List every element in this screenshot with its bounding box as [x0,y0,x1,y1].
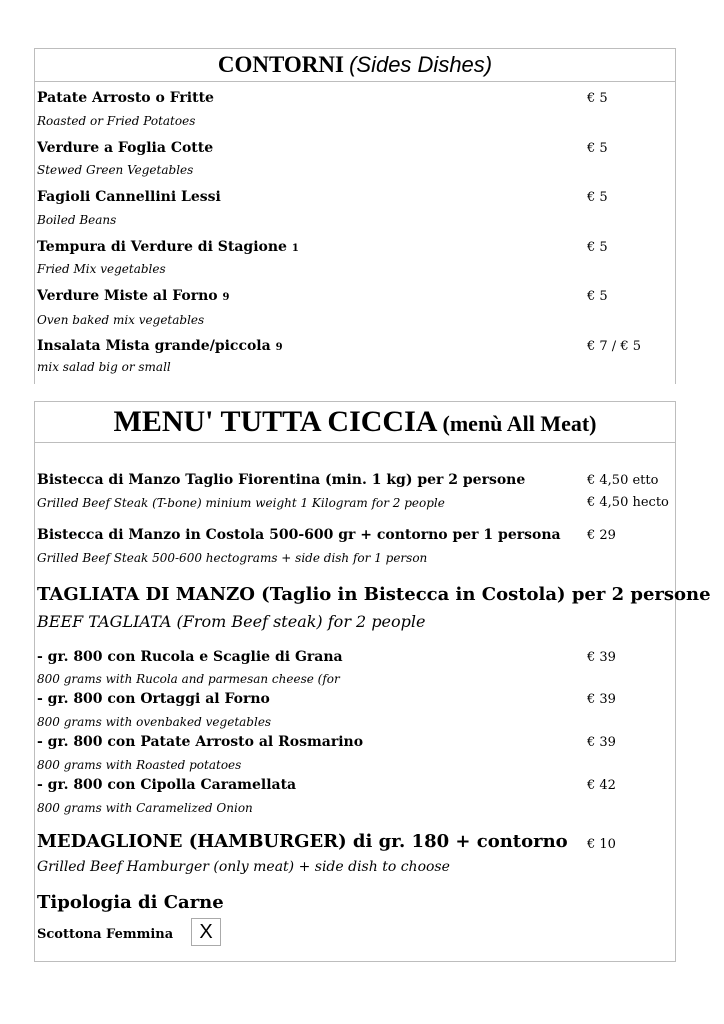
fiorentina-name: Bistecca di Manzo Taglio Fiorentina (min. 1 kg) per 2 persone [37,472,526,488]
menu-item-desc: mix salad big or small [37,360,171,374]
costola-name: Bistecca di Manzo in Costola 500-600 gr + contorno per 1 persona [37,527,561,543]
tipologia-checkbox: X [191,918,221,946]
menu-item-name: Patate Arrosto o Fritte [37,90,214,106]
menu-item-name: Fagioli Cannellini Lessi [37,189,221,205]
menu-item-desc: Boiled Beans [37,213,117,227]
tagliata-option-desc: 800 grams with Rucola and parmesan cheese (for [37,672,340,686]
tagliata-option-name: - gr. 800 con Rucola e Scaglie di Grana [37,649,343,665]
menu-item-desc: Fried Mix vegetables [37,262,166,276]
menu-item-name: Verdure a Foglia Cotte [37,140,214,156]
contorni-subtitle: (Sides Dishes) [349,52,493,77]
tagliata-option-desc: 800 grams with Caramelized Onion [37,801,253,815]
menu-item-name: Verdure Miste al Forno 9 [37,288,230,304]
costola-price: € 29 [587,528,616,543]
allergen-note: 1 [291,243,299,254]
medaglione-desc: Grilled Beef Hamburger (only meat) + side dish to choose [37,859,450,875]
tagliata-option-name: - gr. 800 con Patate Arrosto al Rosmarino [37,734,364,750]
contorni-title: CONTORNI [217,52,344,77]
menu-item-desc: Oven baked mix vegetables [37,313,205,327]
tagliata-option-name: - gr. 800 con Cipolla Caramellata [37,777,297,793]
menu-item-price: € 7 / € 5 [587,339,641,354]
menu-item-price: € 5 [587,190,608,205]
tipologia-title: Tipologia di Carne [37,892,224,913]
tagliata-subtitle: BEEF TAGLIATA (From Beef steak) for 2 people [37,612,426,631]
tagliata-option-name: - gr. 800 con Ortaggi al Forno [37,691,270,707]
ciccia-title: MENU' TUTTA CICCIA [113,405,438,438]
allergen-note: 9 [222,292,230,303]
tipologia-label: Scottona Femmina [37,927,174,942]
menu-item-desc: Roasted or Fried Potatoes [37,114,196,128]
contorni-section [34,48,676,384]
tagliata-option-price: € 39 [587,650,616,665]
tagliata-option-desc: 800 grams with ovenbaked vegetables [37,715,272,729]
tagliata-title: TAGLIATA DI MANZO (Taglio in Bistecca in Costola) per 2 persone [37,584,711,605]
costola-desc: Grilled Beef Steak 500-600 hectograms + side dish for 1 person [37,551,428,565]
ciccia-header [35,402,675,443]
ciccia-subtitle: (menù All Meat) [442,411,597,436]
tutta-ciccia-section [34,401,711,962]
menu-item-desc: Stewed Green Vegetables [37,163,194,177]
medaglione-price: € 10 [587,837,616,852]
fiorentina-desc: Grilled Beef Steak (T-bone) minium weight 1 Kilogram for 2 people [37,496,445,510]
tagliata-option-desc: 800 grams with Roasted potatoes [37,758,242,772]
medaglione-name: MEDAGLIONE (HAMBURGER) di gr. 180 + contorno [37,831,568,852]
menu-item-price: € 5 [587,141,608,156]
menu-item-price: € 5 [587,240,608,255]
tagliata-option-price: € 42 [587,778,616,793]
menu-item-name: Insalata Mista grande/piccola 9 [37,338,283,354]
allergen-note: 9 [275,342,283,353]
contorni-header [35,49,675,82]
menu-item-price: € 5 [587,91,608,106]
menu-item-name: Tempura di Verdure di Stagione 1 [37,239,299,255]
menu-item-price: € 5 [587,289,608,304]
fiorentina-price-etto: € 4,50 etto [587,473,659,488]
tagliata-option-price: € 39 [587,692,616,707]
fiorentina-price-hecto: € 4,50 hecto [587,495,669,510]
tagliata-option-price: € 39 [587,735,616,750]
